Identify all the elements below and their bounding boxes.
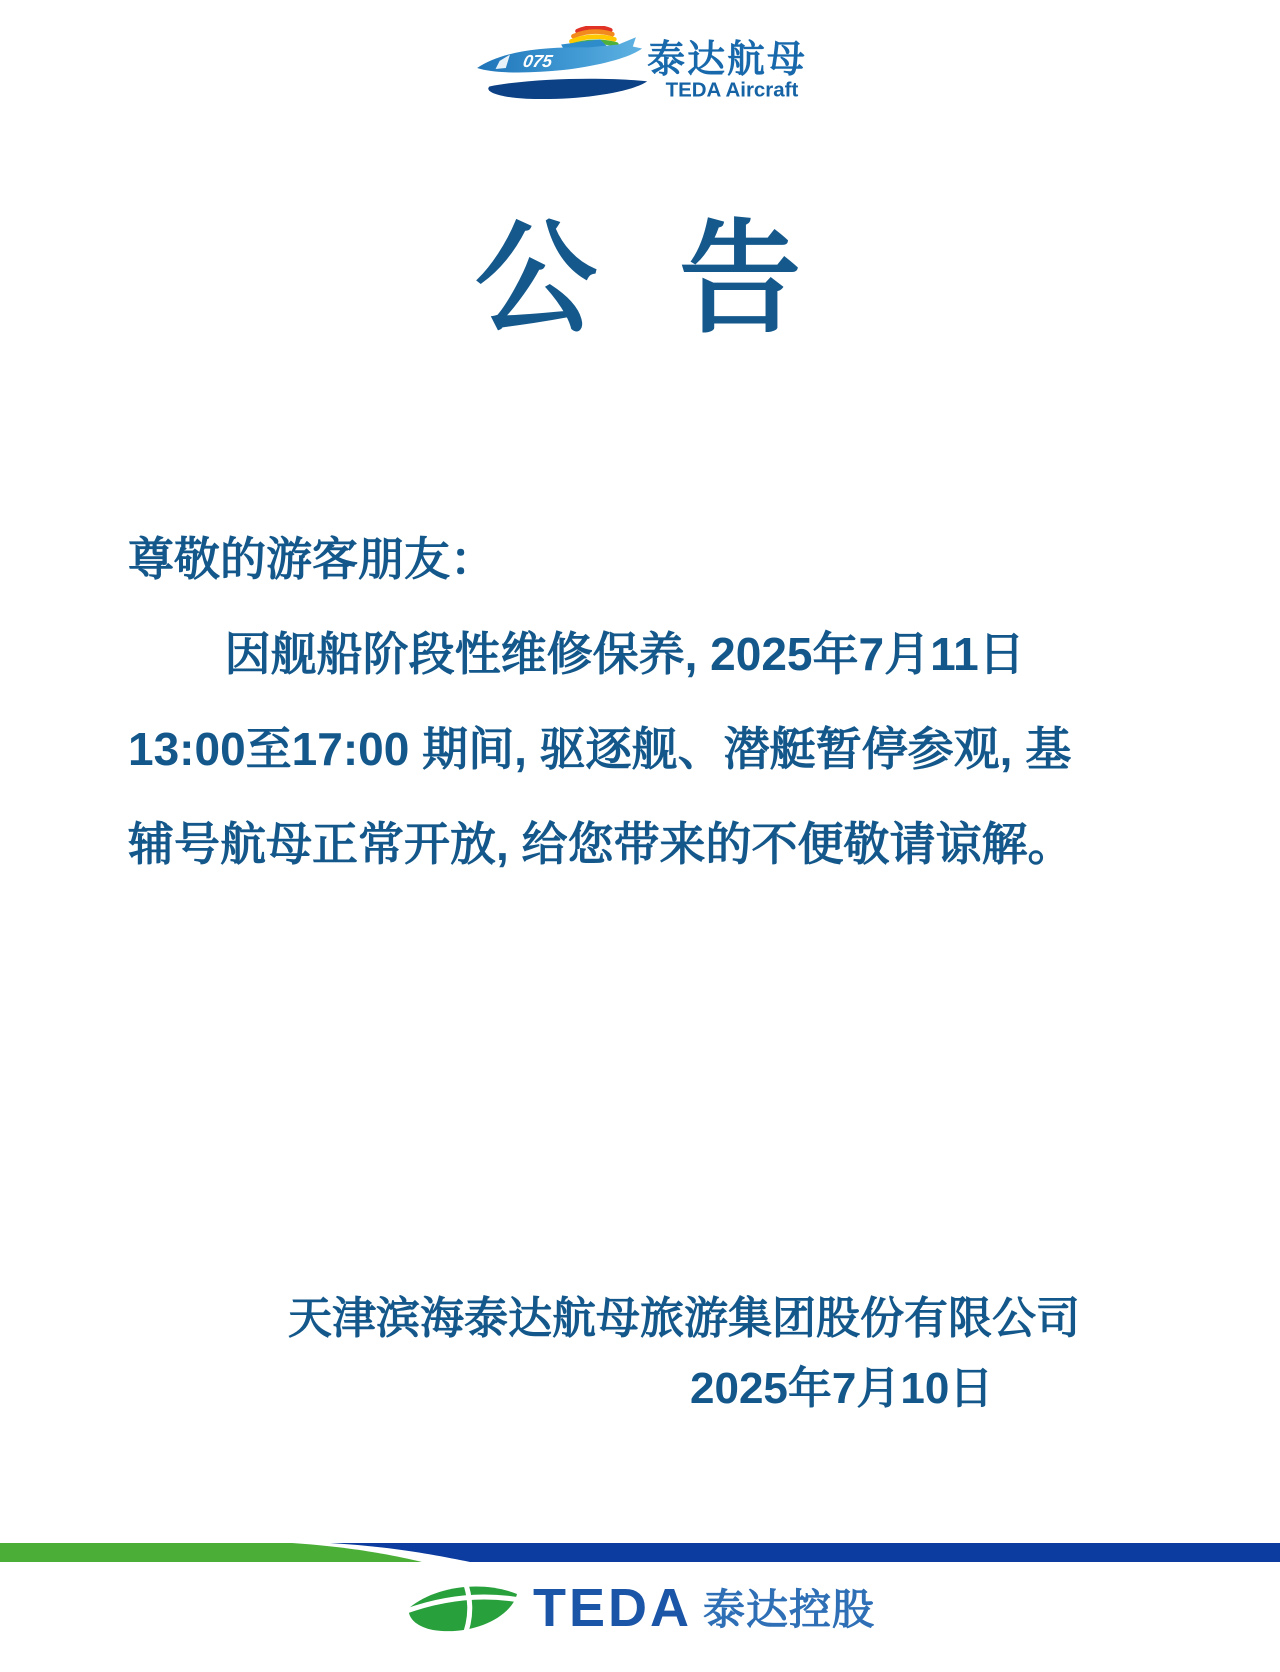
- body-line: 13:00至17:00 期间, 驱逐舰、潜艇暂停参观, 基: [128, 723, 1072, 775]
- logo-brand-cn: 泰达航母: [647, 39, 805, 82]
- leaf-field-icon: [405, 1578, 525, 1640]
- footer-brand-cn: 泰达控股: [703, 1586, 875, 1633]
- teda-holdings-graphic: [405, 1578, 875, 1642]
- notice-title: 公 告: [475, 211, 805, 347]
- body-line: 辅号航母正常开放, 给您带来的不便敬请谅解。: [128, 818, 1074, 870]
- teda-holdings-logo: [405, 1578, 875, 1644]
- signature-date: 2025年7月10日: [690, 1364, 994, 1413]
- logo-brand-en: TEDA Aircraft: [665, 78, 799, 102]
- footer-color-bar: [0, 1543, 1280, 1562]
- signature-company: 天津滨海泰达航母旅游集团股份有限公司: [288, 1294, 1080, 1343]
- teda-aircraft-logo: [475, 26, 805, 112]
- notice-body: [128, 512, 1160, 892]
- ship-logo-icon: [475, 26, 805, 110]
- hull-number: 075: [521, 51, 555, 71]
- salutation: 尊敬的游客朋友：: [128, 533, 496, 585]
- footer-bar-graphic: [0, 1543, 1280, 1562]
- footer-brand-en: TEDA: [533, 1578, 692, 1638]
- body-line: 因舰船阶段性维修保养, 2025年7月11日: [224, 628, 1025, 680]
- water-swoosh-icon: [488, 79, 647, 99]
